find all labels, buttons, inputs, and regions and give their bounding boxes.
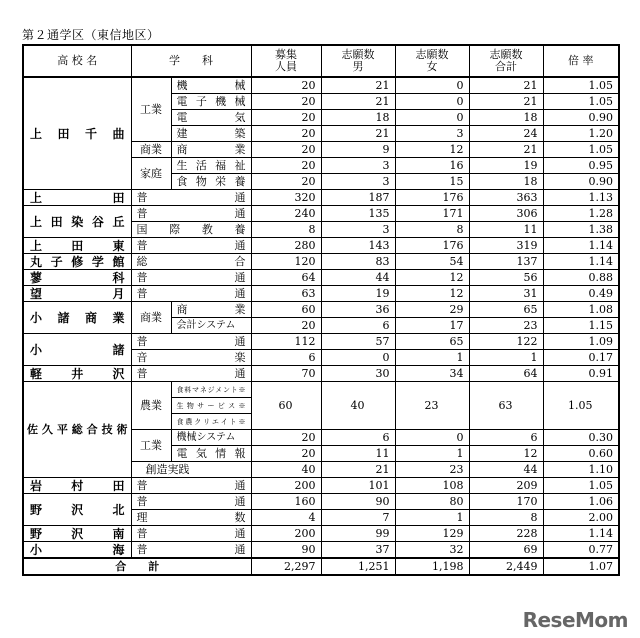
- ratio: 1.15: [543, 318, 619, 334]
- capacity: 20: [251, 430, 321, 446]
- total: 63: [469, 382, 543, 430]
- female: 32: [395, 542, 469, 559]
- ratio: 1.14: [543, 526, 619, 542]
- total: 31: [469, 286, 543, 302]
- school-name: 丸子修学館: [23, 254, 131, 270]
- dept-name: 普通: [131, 366, 251, 382]
- school-name: 小海: [23, 542, 131, 559]
- category: 商業: [131, 142, 171, 158]
- male: 40: [321, 382, 395, 430]
- dept-name: 生活福祉: [171, 158, 251, 174]
- ratio: 1.28: [543, 206, 619, 222]
- total-male: 1,251: [321, 558, 395, 575]
- category: 工業: [131, 430, 171, 462]
- ratio: 1.05: [543, 77, 619, 94]
- female: 108: [395, 478, 469, 494]
- capacity: 20: [251, 318, 321, 334]
- capacity: 64: [251, 270, 321, 286]
- table-row: [23, 286, 619, 302]
- total: 363: [469, 190, 543, 206]
- dept-name: 機械: [171, 77, 251, 94]
- total: 137: [469, 254, 543, 270]
- school-name: 軽井沢: [23, 366, 131, 382]
- male: 90: [321, 494, 395, 510]
- male: 7: [321, 510, 395, 526]
- dept-name: 機械システム: [171, 430, 251, 446]
- table-row: [23, 526, 619, 542]
- capacity: 20: [251, 446, 321, 462]
- school-name: 野沢南: [23, 526, 131, 542]
- female: 1: [395, 510, 469, 526]
- dept-name: 電気: [171, 110, 251, 126]
- header-total: 志願数 合計: [469, 45, 543, 77]
- ratio: 1.09: [543, 334, 619, 350]
- school-name: 佐久平総合技術: [23, 382, 131, 478]
- dept-name: 普通: [131, 542, 251, 559]
- total: 8: [469, 510, 543, 526]
- table-row: [23, 302, 619, 318]
- dept-name: 普通: [131, 190, 251, 206]
- female: 12: [395, 286, 469, 302]
- table-row: [23, 334, 619, 350]
- total-row: [23, 558, 619, 575]
- capacity: 6: [251, 350, 321, 366]
- total: 69: [469, 542, 543, 559]
- female: 0: [395, 94, 469, 110]
- capacity: 20: [251, 110, 321, 126]
- male: 44: [321, 270, 395, 286]
- table-row: [23, 478, 619, 494]
- capacity: 20: [251, 174, 321, 190]
- ratio: 1.05: [543, 478, 619, 494]
- capacity: 20: [251, 158, 321, 174]
- total: 306: [469, 206, 543, 222]
- dept-name: 会計システム: [171, 318, 251, 334]
- school-name: 岩村田: [23, 478, 131, 494]
- dept-name: 普通: [131, 526, 251, 542]
- dept-name: 商業: [171, 302, 251, 318]
- ratio: 0.49: [543, 286, 619, 302]
- female: 65: [395, 334, 469, 350]
- total-ratio: 1.07: [543, 558, 619, 575]
- table-row: [23, 77, 619, 94]
- female: 1: [395, 350, 469, 366]
- resemom-logo: ReseMom: [522, 608, 628, 632]
- capacity: 20: [251, 142, 321, 158]
- female: 3: [395, 126, 469, 142]
- table-row: [23, 190, 619, 206]
- male: 30: [321, 366, 395, 382]
- ratio: 0.95: [543, 158, 619, 174]
- female: 29: [395, 302, 469, 318]
- total: 24: [469, 126, 543, 142]
- capacity: 200: [251, 526, 321, 542]
- capacity: 320: [251, 190, 321, 206]
- male: 36: [321, 302, 395, 318]
- total: 44: [469, 462, 543, 478]
- capacity: 90: [251, 542, 321, 559]
- ratio: 0.91: [543, 366, 619, 382]
- ratio: 1.06: [543, 494, 619, 510]
- dept-name: 食物栄養: [171, 174, 251, 190]
- male: 21: [321, 462, 395, 478]
- category: 商業: [131, 302, 171, 334]
- capacity: 280: [251, 238, 321, 254]
- female: 0: [395, 77, 469, 94]
- school-name: 上田染谷丘: [23, 206, 131, 238]
- table-row: [23, 206, 619, 222]
- ratio: 0.88: [543, 270, 619, 286]
- total-female: 1,198: [395, 558, 469, 575]
- ratio: 0.90: [543, 110, 619, 126]
- total: 65: [469, 302, 543, 318]
- header-male: 志願数 男: [321, 45, 395, 77]
- total: 12: [469, 446, 543, 462]
- male: 3: [321, 174, 395, 190]
- capacity: 200: [251, 478, 321, 494]
- ratio: 1.20: [543, 126, 619, 142]
- dept-name: 電子機械: [171, 94, 251, 110]
- male: 21: [321, 94, 395, 110]
- dept-name: 普通: [131, 286, 251, 302]
- female: 23: [395, 462, 469, 478]
- ratio: 1.05: [543, 94, 619, 110]
- capacity: 240: [251, 206, 321, 222]
- school-name: 上田東: [23, 238, 131, 254]
- header-school: 高 校 名: [23, 45, 131, 77]
- male: 21: [321, 126, 395, 142]
- total: 6: [469, 430, 543, 446]
- ratio: 1.05: [543, 142, 619, 158]
- ratio: 2.00: [543, 510, 619, 526]
- female: 17: [395, 318, 469, 334]
- table-row: [23, 254, 619, 270]
- female: 12: [395, 270, 469, 286]
- female: 54: [395, 254, 469, 270]
- total: 21: [469, 94, 543, 110]
- female: 12: [395, 142, 469, 158]
- dept-name: 総合: [131, 254, 251, 270]
- table-row: [23, 270, 619, 286]
- category: 創造実践: [131, 462, 251, 478]
- total-total: 2,449: [469, 558, 543, 575]
- dept-name: 食料マネジメント※: [171, 382, 251, 398]
- female: 23: [395, 382, 469, 430]
- capacity: 20: [251, 77, 321, 94]
- total-capacity: 2,297: [251, 558, 321, 575]
- header-capacity: 募集 人員: [251, 45, 321, 77]
- female: 176: [395, 238, 469, 254]
- header-row: [23, 45, 619, 77]
- header-female: 志願数 女: [395, 45, 469, 77]
- total: 21: [469, 77, 543, 94]
- ratio: 0.77: [543, 542, 619, 559]
- dept-name: 普通: [131, 494, 251, 510]
- capacity: 60: [251, 382, 321, 430]
- dept-name: 商業: [171, 142, 251, 158]
- capacity: 120: [251, 254, 321, 270]
- male: 6: [321, 318, 395, 334]
- female: 176: [395, 190, 469, 206]
- school-name: 望月: [23, 286, 131, 302]
- ratio: 1.14: [543, 238, 619, 254]
- category: 工業: [131, 77, 171, 142]
- total: 228: [469, 526, 543, 542]
- ratio: 1.10: [543, 462, 619, 478]
- ratio: 1.08: [543, 302, 619, 318]
- female: 1: [395, 446, 469, 462]
- total: 209: [469, 478, 543, 494]
- table-row: [23, 366, 619, 382]
- dept-name: 普通: [131, 478, 251, 494]
- ratio: 0.17: [543, 350, 619, 366]
- male: 57: [321, 334, 395, 350]
- header-ratio: 倍 率: [543, 45, 619, 77]
- male: 99: [321, 526, 395, 542]
- total: 18: [469, 174, 543, 190]
- dept-name: 建築: [171, 126, 251, 142]
- total: 64: [469, 366, 543, 382]
- male: 19: [321, 286, 395, 302]
- capacity: 20: [251, 94, 321, 110]
- total: 1: [469, 350, 543, 366]
- category: 農業: [131, 382, 171, 430]
- capacity: 60: [251, 302, 321, 318]
- ratio: 0.60: [543, 446, 619, 462]
- school-name: 野沢北: [23, 494, 131, 526]
- table-row: [23, 382, 619, 398]
- male: 21: [321, 77, 395, 94]
- total: 319: [469, 238, 543, 254]
- table-row: [23, 542, 619, 559]
- school-name: 小諸商業: [23, 302, 131, 334]
- capacity: 20: [251, 126, 321, 142]
- capacity: 8: [251, 222, 321, 238]
- ratio: 1.38: [543, 222, 619, 238]
- total: 170: [469, 494, 543, 510]
- school-name: 小諸: [23, 334, 131, 366]
- female: 15: [395, 174, 469, 190]
- table-caption: 第２通学区（東信地区）: [22, 28, 160, 42]
- male: 0: [321, 350, 395, 366]
- total: 18: [469, 110, 543, 126]
- dept-name: 音楽: [131, 350, 251, 366]
- male: 6: [321, 430, 395, 446]
- dept-name: 普通: [131, 238, 251, 254]
- applicants-table: [22, 44, 620, 576]
- female: 34: [395, 366, 469, 382]
- total-label: 合 計: [23, 558, 251, 575]
- ratio: 0.90: [543, 174, 619, 190]
- table-row: [23, 494, 619, 510]
- female: 0: [395, 430, 469, 446]
- dept-name: 生物サービス※: [171, 398, 251, 414]
- male: 18: [321, 110, 395, 126]
- capacity: 63: [251, 286, 321, 302]
- male: 11: [321, 446, 395, 462]
- ratio: 1.13: [543, 190, 619, 206]
- capacity: 112: [251, 334, 321, 350]
- dept-name: 普通: [131, 334, 251, 350]
- total: 56: [469, 270, 543, 286]
- table-row: [23, 238, 619, 254]
- school-name: 上田: [23, 190, 131, 206]
- female: 171: [395, 206, 469, 222]
- male: 9: [321, 142, 395, 158]
- male: 3: [321, 158, 395, 174]
- dept-name: 電気情報: [171, 446, 251, 462]
- female: 129: [395, 526, 469, 542]
- male: 101: [321, 478, 395, 494]
- female: 0: [395, 110, 469, 126]
- ratio: 1.14: [543, 254, 619, 270]
- male: 3: [321, 222, 395, 238]
- total: 11: [469, 222, 543, 238]
- total: 122: [469, 334, 543, 350]
- dept-name: 普通: [131, 206, 251, 222]
- female: 8: [395, 222, 469, 238]
- dept-name: 食農クリエイト※: [171, 414, 251, 430]
- total: 21: [469, 142, 543, 158]
- total: 23: [469, 318, 543, 334]
- male: 83: [321, 254, 395, 270]
- dept-name: 理数: [131, 510, 251, 526]
- total: 19: [469, 158, 543, 174]
- capacity: 4: [251, 510, 321, 526]
- male: 37: [321, 542, 395, 559]
- capacity: 160: [251, 494, 321, 510]
- female: 16: [395, 158, 469, 174]
- school-name: 蓼科: [23, 270, 131, 286]
- male: 135: [321, 206, 395, 222]
- ratio: 0.30: [543, 430, 619, 446]
- male: 143: [321, 238, 395, 254]
- school-name: 上田千曲: [23, 77, 131, 190]
- category: 家庭: [131, 158, 171, 190]
- dept-name: 普通: [131, 270, 251, 286]
- dept-name: 国際教養: [131, 222, 251, 238]
- header-dept: 学 科: [131, 45, 251, 77]
- capacity: 40: [251, 462, 321, 478]
- male: 187: [321, 190, 395, 206]
- capacity: 70: [251, 366, 321, 382]
- ratio: 1.05: [543, 382, 619, 430]
- female: 80: [395, 494, 469, 510]
